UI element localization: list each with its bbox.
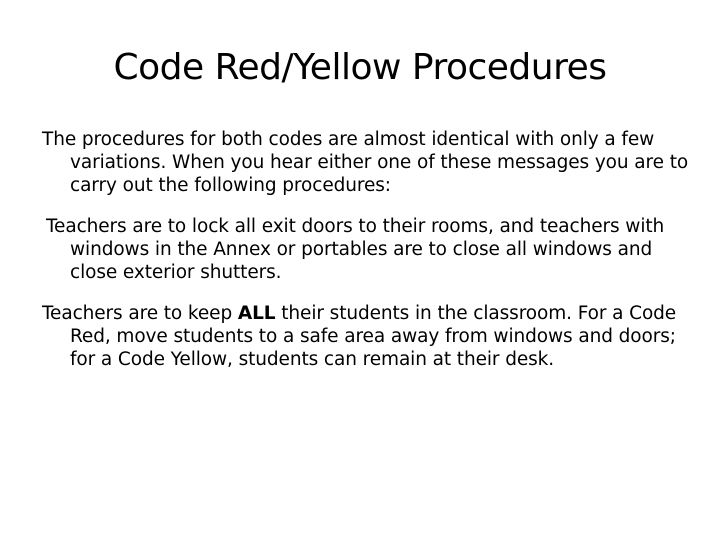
paragraph-lock-doors: Teachers are to lock all exit doors to their rooms, and teachers with windows in the Annex or portables are to close all windows and close exterior shutters. [46,216,665,283]
paragraph-keep-students-start: Teachers are to keep [42,303,238,324]
emphasis-all: ALL [237,303,276,324]
paragraph-keep-students [42,302,692,371]
paragraph-keep-students-end: their students in the classroom. For a Code Red, move students to a safe area away from windows and doors; for a Code Yellow, students can remain at their desk. [70,303,677,370]
slide-body [42,128,692,389]
slide-title: Code Red/Yellow Procedures [113,47,607,88]
paragraph-intro: The procedures for both codes are almost identical with only a few variations. When you hear either one of these messages you are to carry out the following procedures: [42,129,689,196]
